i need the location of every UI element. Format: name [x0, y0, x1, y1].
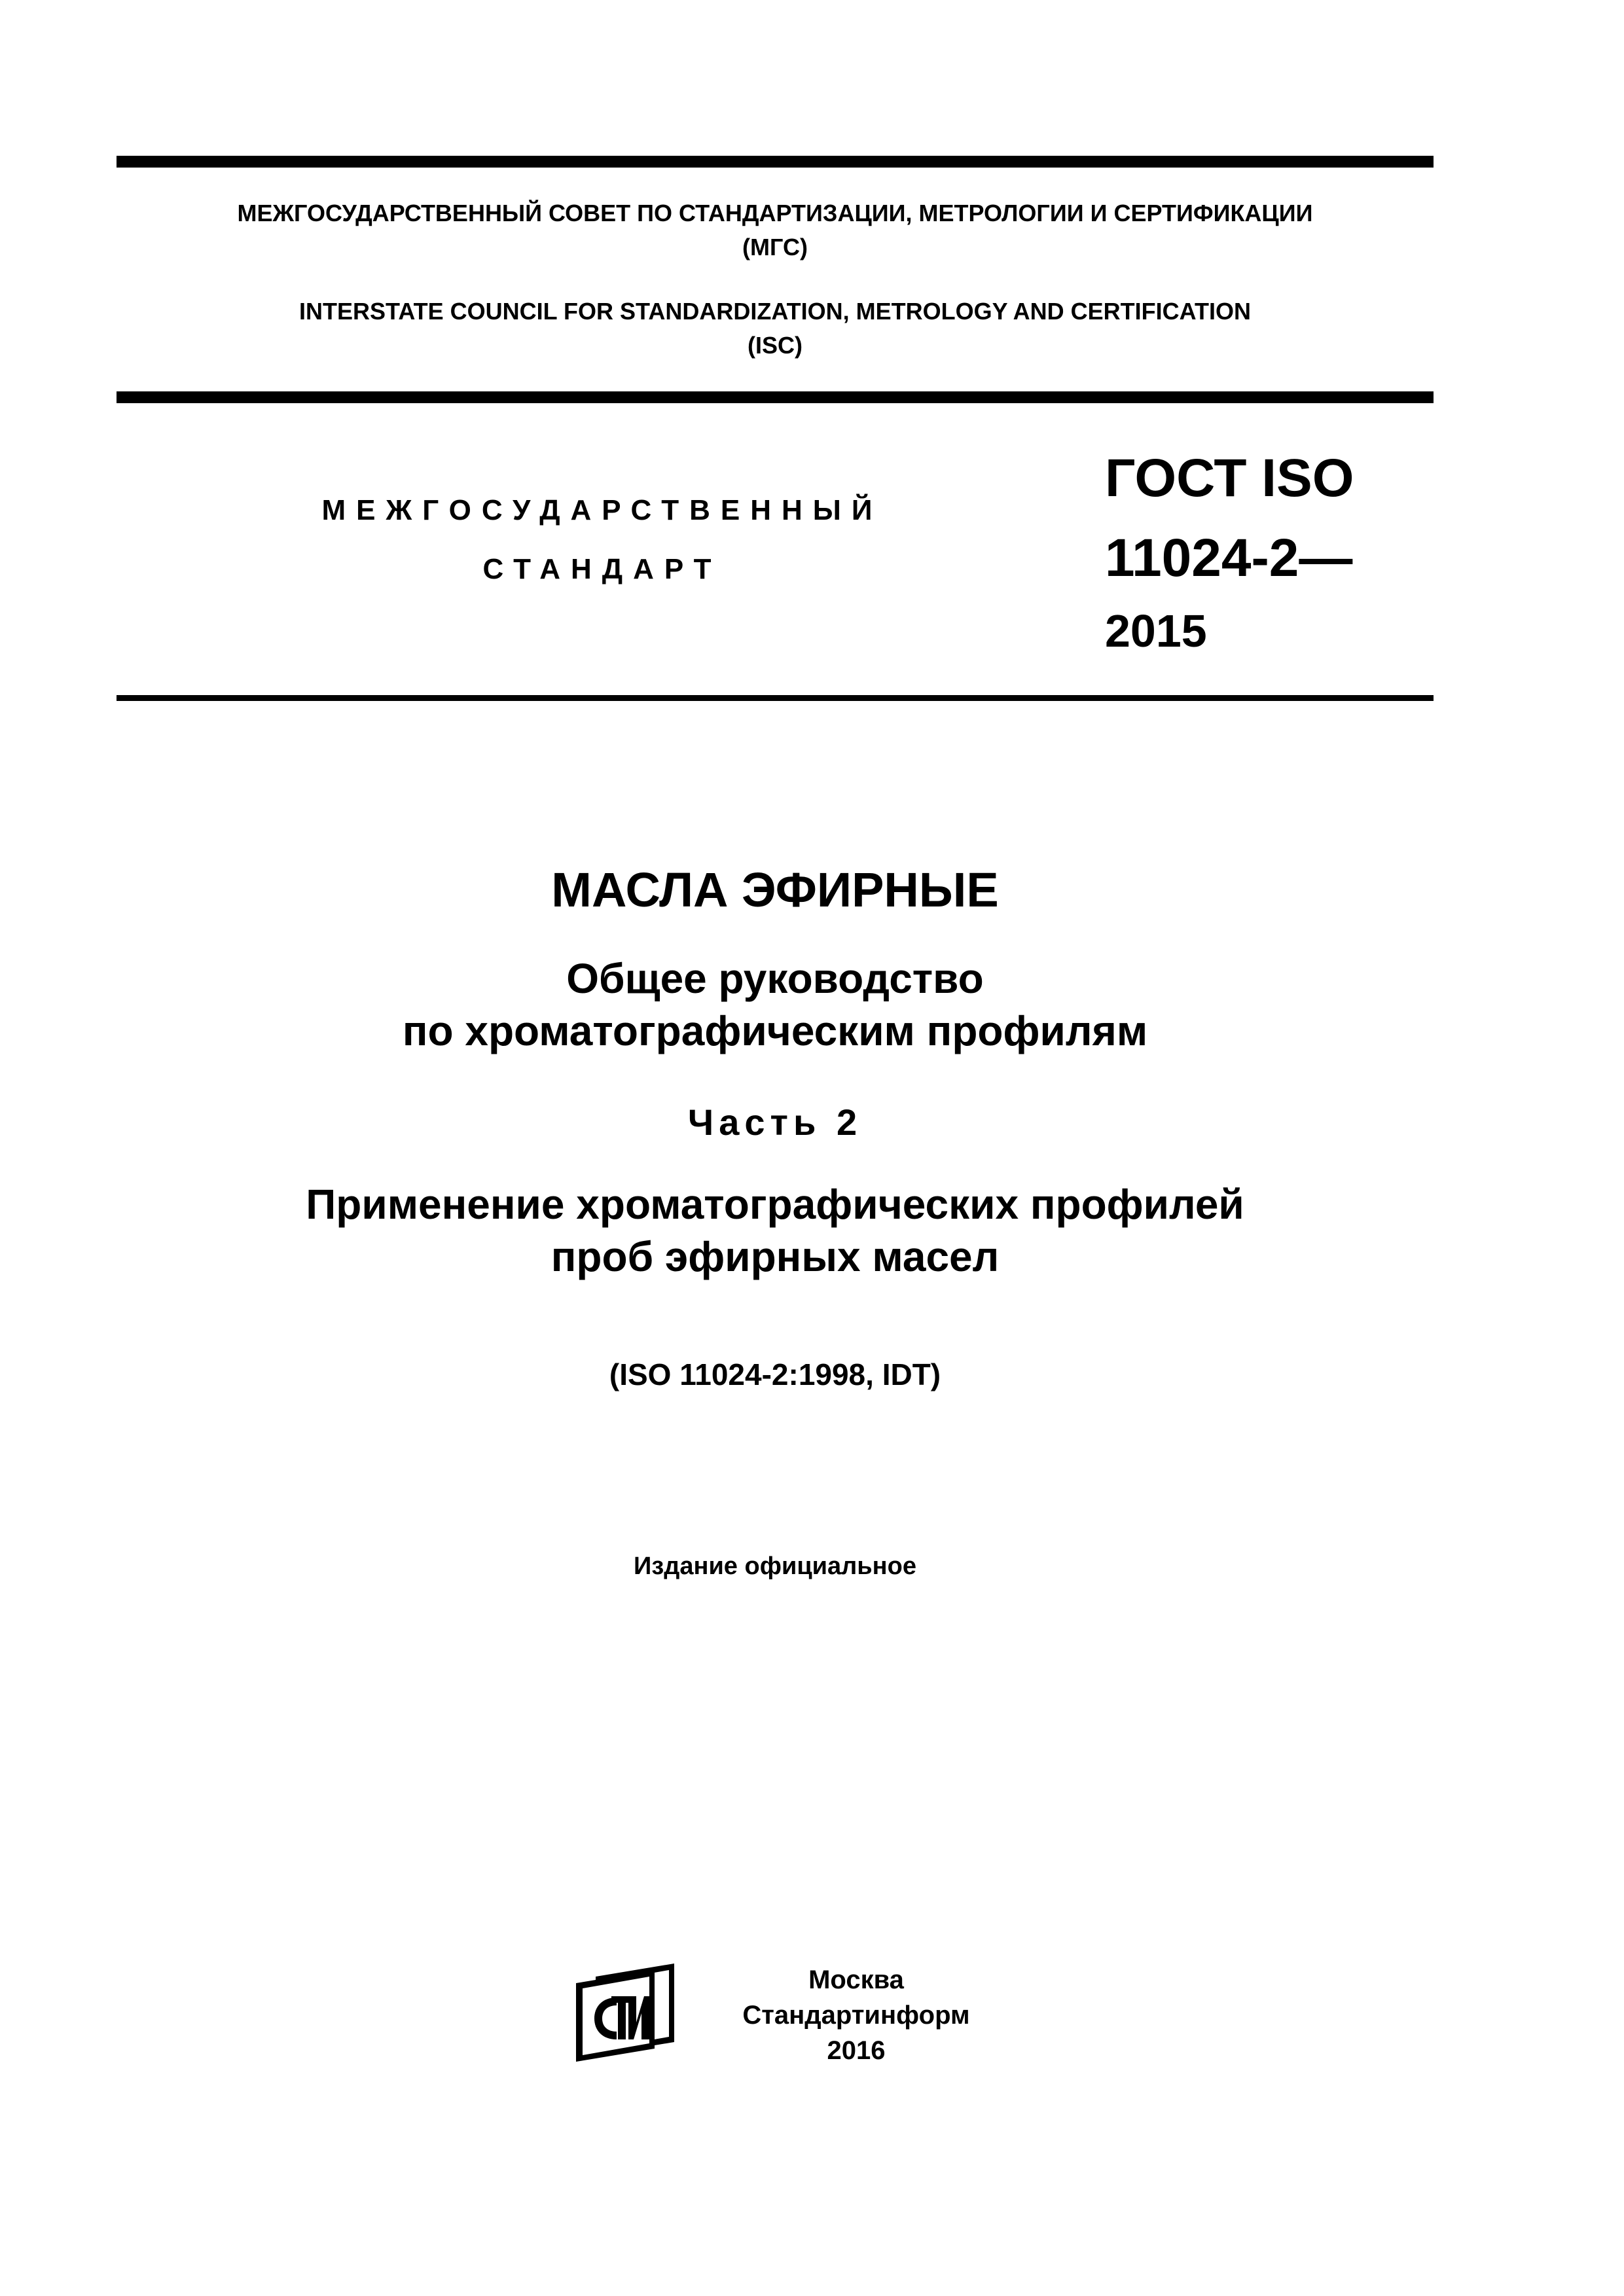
publisher-block: [712, 1962, 1000, 2068]
council-block-ru: [117, 196, 1434, 264]
standard-bottom-rule: [117, 695, 1434, 701]
edition-note: Издание официальное: [634, 1552, 916, 1580]
top-rule: [117, 156, 1434, 168]
council-block-en: [117, 295, 1434, 363]
publisher-name: Стандартинформ: [742, 2001, 970, 2030]
document-subtitle: [117, 952, 1434, 1057]
part-title-line2: проб эфирных масел: [550, 1233, 1000, 1280]
header-bottom-rule: [117, 391, 1434, 403]
subtitle-line1: Общее руководство: [566, 955, 984, 1002]
publisher-year: 2016: [827, 2036, 886, 2065]
standard-type-label: [301, 494, 903, 586]
standard-number: [1105, 439, 1354, 664]
document-title: МАСЛА ЭФИРНЫЕ: [551, 863, 999, 917]
standard-type-line2: СТАНДАРТ: [482, 553, 722, 585]
council-abbr-ru: (МГС): [742, 234, 808, 260]
council-name-ru: МЕЖГОСУДАРСТВЕННЫЙ СОВЕТ ПО СТАНДАРТИЗАЦИИ, МЕТРОЛОГИИ И СЕРТИФИКАЦИИ: [237, 200, 1313, 226]
council-name-en: INTERSTATE COUNCIL FOR STANDARDIZATION, METROLOGY AND CERTIFICATION: [299, 298, 1251, 325]
standard-number-line1: ГОСТ ISO: [1105, 448, 1354, 508]
standard-type-line1: МЕЖГОСУДАРСТВЕННЫЙ: [321, 494, 883, 526]
standard-number-line2: 11024-2—: [1105, 528, 1353, 588]
part-title: [117, 1178, 1434, 1283]
standartinform-logo-icon: [576, 1964, 687, 2062]
council-abbr-en: (ISC): [748, 332, 803, 359]
iso-reference: (ISO 11024-2:1998, IDT): [609, 1357, 941, 1391]
part-title-line1: Применение хроматографических профилей: [306, 1181, 1244, 1228]
part-number: Часть 2: [687, 1102, 863, 1143]
subtitle-line2: по хроматографическим профилям: [402, 1007, 1148, 1054]
standard-number-line3: 2015: [1105, 605, 1207, 656]
publisher-city: Москва: [808, 1965, 904, 1994]
